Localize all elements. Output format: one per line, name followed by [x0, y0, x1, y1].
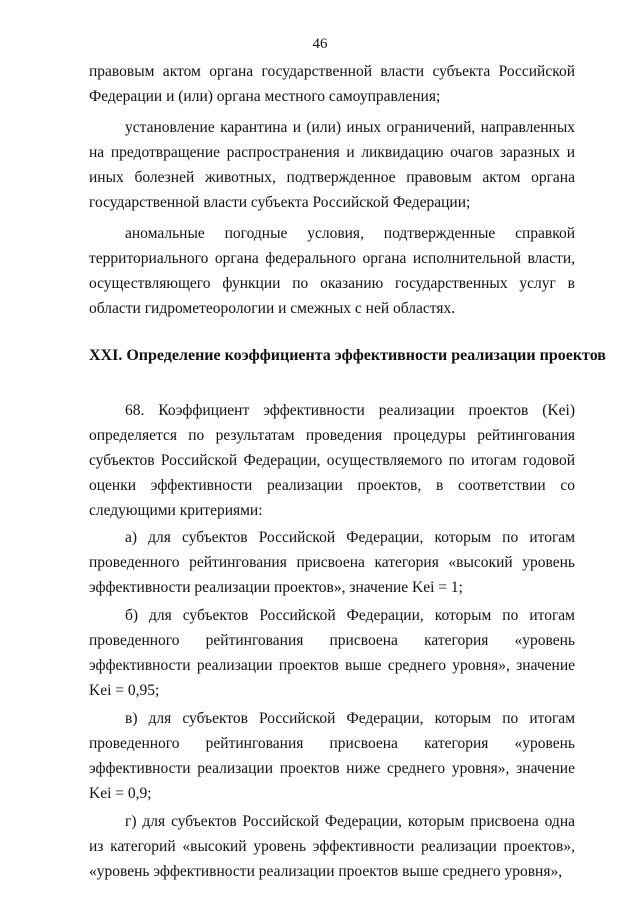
list-item-d: г) для субъектов Российской Федерации, которым присвоена одна из категорий «высокий уровень эффективности реализации проектов», «уровень эффективности реализации проектов выше среднего уровня», [89, 813, 575, 880]
paragraph-quarantine: установление карантина и (или) иных ограничений, направленных на предотвращение распространения и ликвидацию очагов заразных и иных болезней животных, подтвержденное правовым актом органа государственной власти субъекта Российской Федерации; [89, 119, 575, 211]
paragraph-act-continuation: правовым актом органа государственной власти субъекта Российской Федерации и (или) органа местного самоуправления; [89, 63, 575, 105]
list-item-b: б) для субъектов Российской Федерации, которым по итогам проведенного рейтингования присвоена категория «уровень эффективности реализации проектов выше среднего уровня», значение Kei = 0,95; [89, 607, 575, 699]
list-item-a: а) для субъектов Российской Федерации, которым по итогам проведенного рейтингования присвоена категория «высокий уровень эффективности реализации проектов», значение Kei = 1; [89, 529, 575, 596]
text-block-upper [89, 59, 575, 321]
list-item-c: в) для субъектов Российской Федерации, которым по итогам проведенного рейтингования присвоена категория «уровень эффективности реализации проектов ниже среднего уровня», значение Kei = 0,9; [89, 710, 575, 802]
page-number: 46 [312, 36, 328, 52]
section-heading: XXI. Определение коэффициента эффективности реализации проектов [89, 347, 606, 364]
text-block-lower [89, 398, 575, 884]
paragraph-weather: аномальные погодные условия, подтвержденные справкой территориального органа федерального органа исполнительной власти, осуществляющего функции по оказанию государственных услуг в области гидрометеорологии и смежных с ней областях. [89, 225, 575, 317]
paragraph-68: 68. Коэффициент эффективности реализации проектов (Kei) определяется по результатам проведения процедуры рейтингования субъектов Российской Федерации, осуществляемого по итогам годовой оценки эффективности реализации проектов, в соответствии со следующими критериями: [89, 402, 575, 519]
